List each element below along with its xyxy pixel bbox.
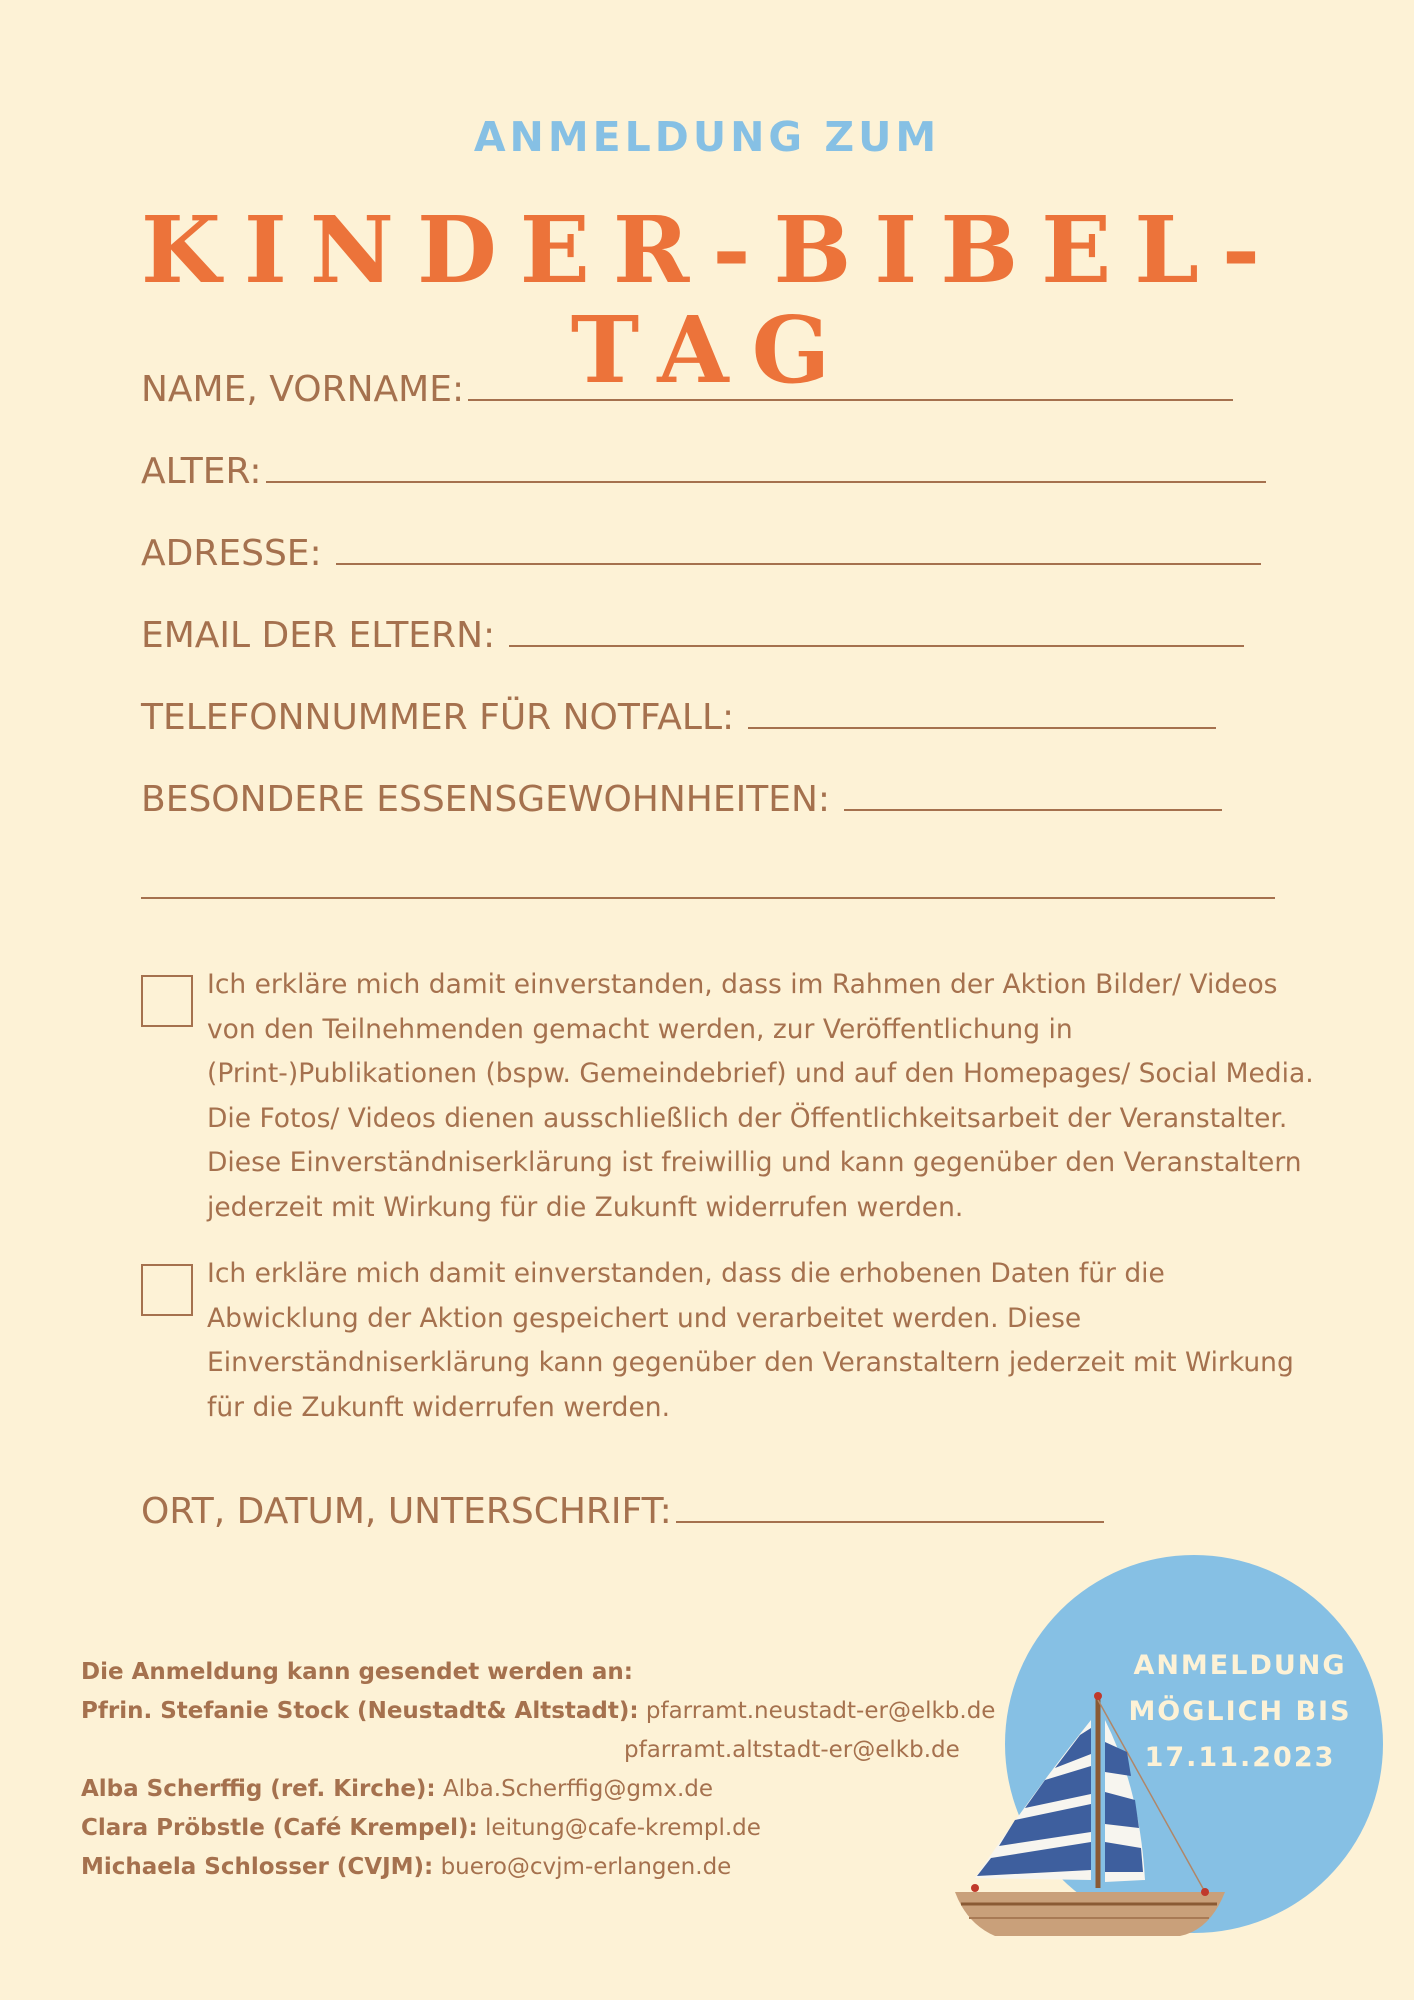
contact-list — [81, 1653, 995, 1887]
diet-label: BESONDERE ESSENSGEWOHNHEITEN: — [141, 779, 831, 820]
diet-extra-line-row[interactable] — [141, 866, 1275, 910]
signature-line[interactable] — [676, 1491, 1104, 1523]
contact-name: Pfrin. Stefanie Stock (Neustadt& Altstadt): — [81, 1698, 639, 1724]
photo-consent — [141, 963, 1321, 1230]
name-line[interactable] — [468, 369, 1233, 401]
contact-name: Alba Scherffig (ref. Kirche): — [81, 1776, 436, 1802]
contact-intro: Die Anmeldung kann gesendet werden an: — [81, 1659, 633, 1685]
form-subtitle: ANMELDUNG ZUM — [473, 113, 941, 161]
contact-row — [81, 1692, 995, 1731]
data-consent-text: Ich erkläre mich damit einverstanden, dass die erhobenen Daten für die Abwicklung der Aktion gespeichert und verarbeitet werden. Diese Einverständniserklärung kann gegenüber den Veranstaltern jederzeit mit Wirkung für die Zukunft widerrufen werden. — [207, 1258, 1294, 1423]
name-field[interactable] — [141, 368, 1233, 412]
form-title: KINDER-BIBEL-TAG — [140, 196, 1284, 404]
contact-email[interactable]: leitung@cafe-krempl.de — [485, 1815, 761, 1841]
parent-email-field[interactable] — [141, 614, 1244, 658]
contact-row — [81, 1731, 995, 1770]
contact-name: Michaela Schlosser (CVJM): — [81, 1854, 434, 1880]
contact-email[interactable]: pfarramt.neustadt-er@elkb.de — [645, 1698, 996, 1724]
emergency-phone-line[interactable] — [748, 697, 1216, 729]
contact-email[interactable]: pfarramt.altstadt-er@elkb.de — [624, 1737, 960, 1763]
age-field[interactable] — [141, 450, 1266, 494]
address-field[interactable] — [141, 532, 1261, 576]
badge-date: 17.11.2023 — [1144, 1742, 1336, 1773]
diet-extra-line[interactable] — [141, 867, 1275, 899]
address-label: ADRESSE: — [141, 533, 322, 574]
name-label: NAME, VORNAME: — [141, 369, 465, 410]
parent-email-line[interactable] — [509, 615, 1244, 647]
contact-row — [81, 1848, 995, 1887]
contact-row — [81, 1770, 995, 1809]
contact-name: Clara Pröbstle (Café Krempel): — [81, 1815, 478, 1841]
diet-line[interactable] — [844, 779, 1222, 811]
data-consent-checkbox[interactable] — [141, 1264, 193, 1316]
data-consent — [141, 1252, 1321, 1430]
photo-consent-checkbox[interactable] — [141, 975, 193, 1027]
age-label: ALTER: — [141, 451, 262, 492]
contact-row — [81, 1809, 995, 1848]
contact-email[interactable]: Alba.Scherffig@gmx.de — [442, 1776, 714, 1802]
photo-consent-text: Ich erkläre mich damit einverstanden, dass im Rahmen der Aktion Bilder/ Videos von den Teilnehmenden gemacht werden, zur Veröffentlichung in (Print-)Publikationen (bspw. Gemeindebrief) und auf den Homepages/ Social Media. Die Fotos/ Videos dienen ausschließlich der Öffentlichkeitsarbeit der Veranstalter. Diese Einverständniserklärung ist freiwillig und kann gegenüber den Veranstaltern jederzeit mit Wirkung für die Zukunft widerrufen werden. — [207, 969, 1314, 1223]
signature-label: ORT, DATUM, UNTERSCHRIFT: — [141, 1491, 672, 1532]
parent-email-label: EMAIL DER ELTERN: — [141, 615, 496, 656]
badge-line-2: MÖGLICH BIS — [1128, 1696, 1352, 1727]
badge-line-1: ANMELDUNG — [1133, 1650, 1347, 1681]
diet-field[interactable] — [141, 778, 1222, 822]
signature-field[interactable] — [141, 1490, 1104, 1534]
address-line[interactable] — [336, 533, 1261, 565]
contact-email[interactable]: buero@cvjm-erlangen.de — [440, 1854, 732, 1880]
deadline-badge-text — [1105, 1643, 1375, 1781]
age-line[interactable] — [266, 451, 1266, 483]
emergency-phone-field[interactable] — [141, 696, 1216, 740]
emergency-phone-label: TELEFONNUMMER FÜR NOTFALL: — [141, 697, 735, 738]
